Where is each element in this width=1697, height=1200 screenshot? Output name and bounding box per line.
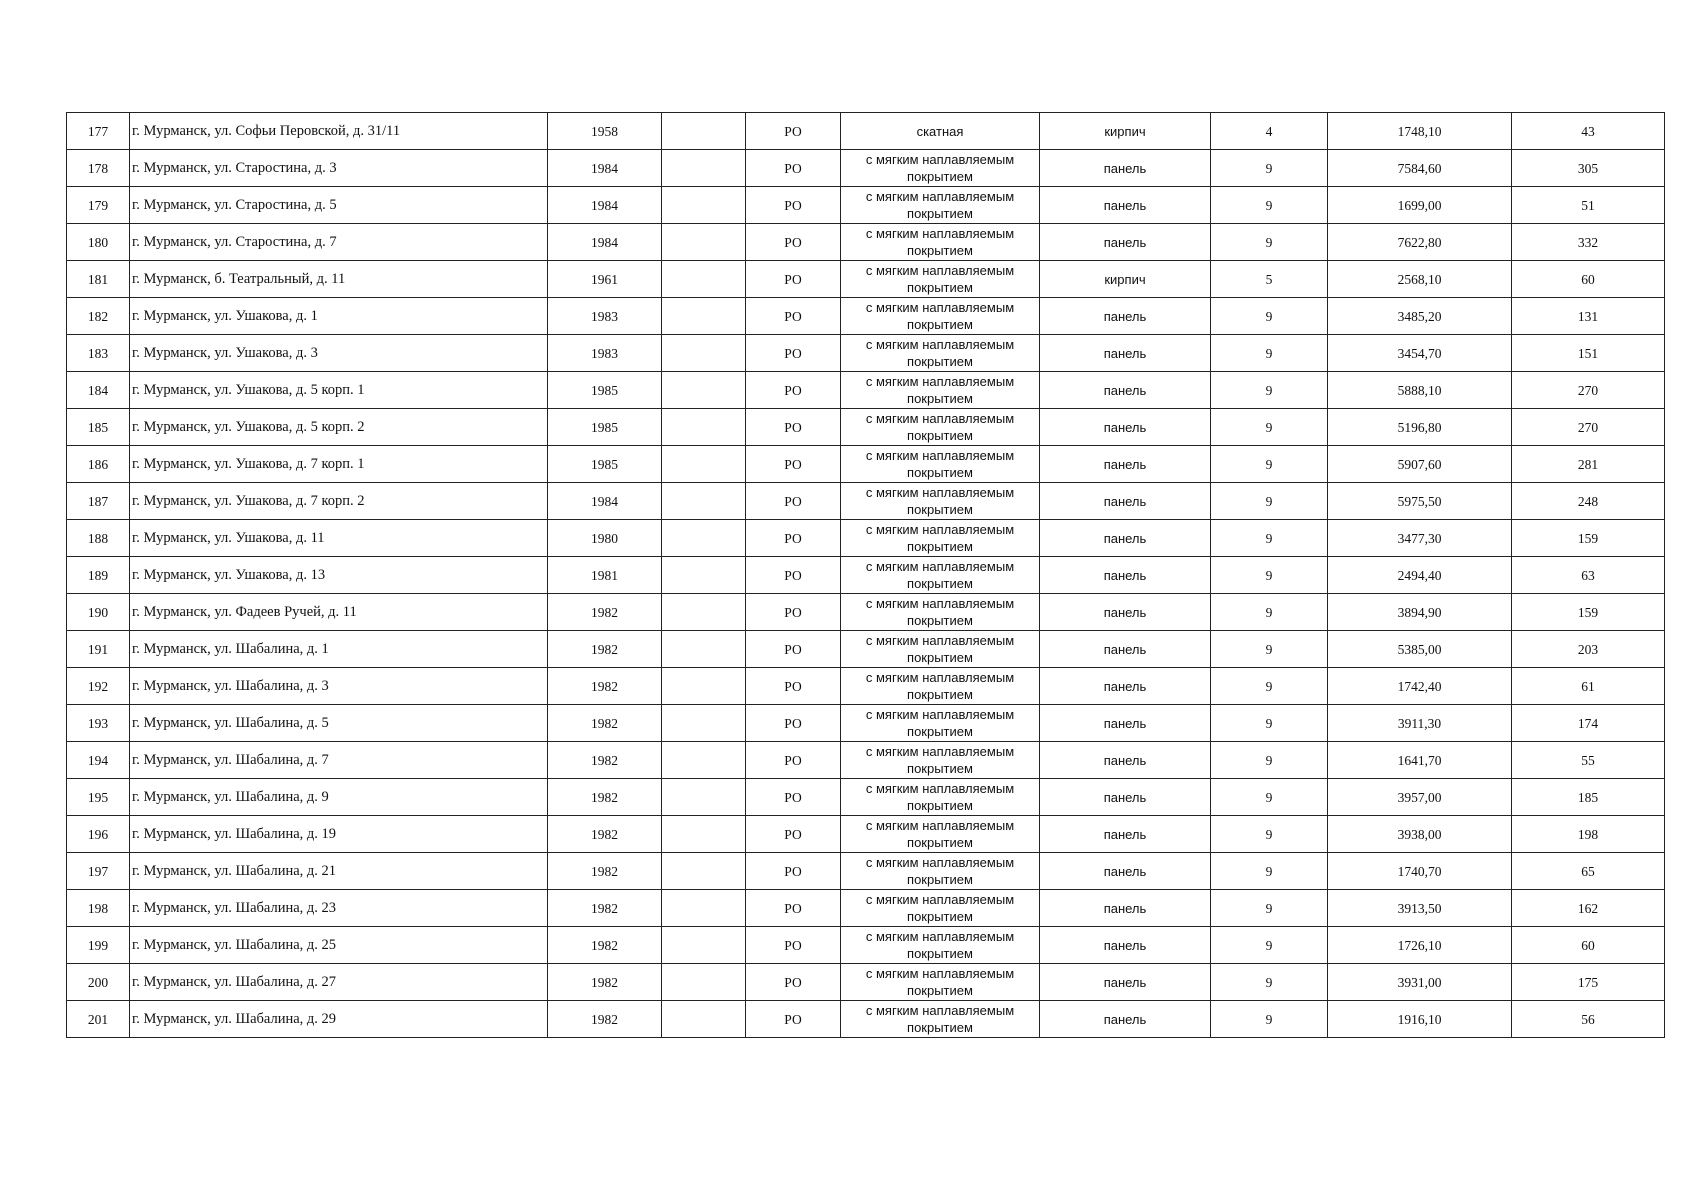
table-row bbox=[67, 113, 1665, 150]
fund-type-cell: РО bbox=[746, 298, 841, 335]
area-cell: 5907,60 bbox=[1328, 446, 1512, 483]
year-built-cell: 1982 bbox=[548, 631, 662, 668]
fund-type-cell: РО bbox=[746, 150, 841, 187]
residents-cell: 185 bbox=[1512, 779, 1665, 816]
residents-cell: 60 bbox=[1512, 261, 1665, 298]
address-cell: г. Мурманск, ул. Ушакова, д. 11 bbox=[130, 520, 548, 557]
fund-type-cell: РО bbox=[746, 557, 841, 594]
area-cell: 1699,00 bbox=[1328, 187, 1512, 224]
empty-cell bbox=[662, 742, 746, 779]
residents-cell: 151 bbox=[1512, 335, 1665, 372]
area-cell: 1740,70 bbox=[1328, 853, 1512, 890]
area-cell: 3913,50 bbox=[1328, 890, 1512, 927]
area-cell: 5196,80 bbox=[1328, 409, 1512, 446]
row-number-cell: 189 bbox=[67, 557, 130, 594]
table-row bbox=[67, 742, 1665, 779]
table-row bbox=[67, 668, 1665, 705]
fund-type-cell: РО bbox=[746, 483, 841, 520]
roof-type-cell: с мягким наплавляемым покрытием bbox=[841, 187, 1040, 224]
residents-cell: 332 bbox=[1512, 224, 1665, 261]
fund-type-cell: РО bbox=[746, 742, 841, 779]
wall-material-cell: панель bbox=[1040, 372, 1211, 409]
year-built-cell: 1982 bbox=[548, 594, 662, 631]
residents-cell: 131 bbox=[1512, 298, 1665, 335]
wall-material-cell: панель bbox=[1040, 557, 1211, 594]
table-row bbox=[67, 779, 1665, 816]
residents-cell: 159 bbox=[1512, 520, 1665, 557]
address-cell: г. Мурманск, ул. Ушакова, д. 13 bbox=[130, 557, 548, 594]
row-number-cell: 183 bbox=[67, 335, 130, 372]
empty-cell bbox=[662, 409, 746, 446]
address-cell: г. Мурманск, ул. Фадеев Ручей, д. 11 bbox=[130, 594, 548, 631]
residents-cell: 162 bbox=[1512, 890, 1665, 927]
roof-type-cell: с мягким наплавляемым покрытием bbox=[841, 964, 1040, 1001]
residents-cell: 159 bbox=[1512, 594, 1665, 631]
residents-cell: 198 bbox=[1512, 816, 1665, 853]
table-body bbox=[67, 113, 1665, 1038]
wall-material-cell: панель bbox=[1040, 335, 1211, 372]
floors-cell: 9 bbox=[1211, 668, 1328, 705]
fund-type-cell: РО bbox=[746, 446, 841, 483]
area-cell: 1916,10 bbox=[1328, 1001, 1512, 1038]
empty-cell bbox=[662, 113, 746, 150]
row-number-cell: 181 bbox=[67, 261, 130, 298]
wall-material-cell: панель bbox=[1040, 298, 1211, 335]
roof-type-cell: с мягким наплавляемым покрытием bbox=[841, 705, 1040, 742]
empty-cell bbox=[662, 446, 746, 483]
address-cell: г. Мурманск, ул. Шабалина, д. 27 bbox=[130, 964, 548, 1001]
table-row bbox=[67, 705, 1665, 742]
year-built-cell: 1980 bbox=[548, 520, 662, 557]
year-built-cell: 1984 bbox=[548, 187, 662, 224]
table-row bbox=[67, 853, 1665, 890]
wall-material-cell: кирпич bbox=[1040, 113, 1211, 150]
address-cell: г. Мурманск, ул. Старостина, д. 5 bbox=[130, 187, 548, 224]
row-number-cell: 193 bbox=[67, 705, 130, 742]
row-number-cell: 192 bbox=[67, 668, 130, 705]
roof-type-cell: с мягким наплавляемым покрытием bbox=[841, 927, 1040, 964]
wall-material-cell: панель bbox=[1040, 927, 1211, 964]
year-built-cell: 1984 bbox=[548, 150, 662, 187]
table-row bbox=[67, 150, 1665, 187]
residents-cell: 248 bbox=[1512, 483, 1665, 520]
wall-material-cell: панель bbox=[1040, 668, 1211, 705]
area-cell: 2568,10 bbox=[1328, 261, 1512, 298]
year-built-cell: 1982 bbox=[548, 742, 662, 779]
table-row bbox=[67, 483, 1665, 520]
row-number-cell: 184 bbox=[67, 372, 130, 409]
area-cell: 3894,90 bbox=[1328, 594, 1512, 631]
residents-cell: 175 bbox=[1512, 964, 1665, 1001]
address-cell: г. Мурманск, ул. Шабалина, д. 19 bbox=[130, 816, 548, 853]
fund-type-cell: РО bbox=[746, 705, 841, 742]
row-number-cell: 185 bbox=[67, 409, 130, 446]
area-cell: 3454,70 bbox=[1328, 335, 1512, 372]
empty-cell bbox=[662, 520, 746, 557]
roof-type-cell: с мягким наплавляемым покрытием bbox=[841, 816, 1040, 853]
roof-type-cell: с мягким наплавляемым покрытием bbox=[841, 446, 1040, 483]
address-cell: г. Мурманск, ул. Ушакова, д. 5 корп. 1 bbox=[130, 372, 548, 409]
empty-cell bbox=[662, 779, 746, 816]
row-number-cell: 188 bbox=[67, 520, 130, 557]
roof-type-cell: с мягким наплавляемым покрытием bbox=[841, 335, 1040, 372]
floors-cell: 9 bbox=[1211, 150, 1328, 187]
area-cell: 5975,50 bbox=[1328, 483, 1512, 520]
address-cell: г. Мурманск, б. Театральный, д. 11 bbox=[130, 261, 548, 298]
row-number-cell: 200 bbox=[67, 964, 130, 1001]
empty-cell bbox=[662, 335, 746, 372]
wall-material-cell: панель bbox=[1040, 631, 1211, 668]
address-cell: г. Мурманск, ул. Софьи Перовской, д. 31/11 bbox=[130, 113, 548, 150]
fund-type-cell: РО bbox=[746, 594, 841, 631]
area-cell: 3931,00 bbox=[1328, 964, 1512, 1001]
roof-type-cell: с мягким наплавляемым покрытием bbox=[841, 483, 1040, 520]
address-cell: г. Мурманск, ул. Шабалина, д. 1 bbox=[130, 631, 548, 668]
row-number-cell: 177 bbox=[67, 113, 130, 150]
row-number-cell: 179 bbox=[67, 187, 130, 224]
year-built-cell: 1961 bbox=[548, 261, 662, 298]
empty-cell bbox=[662, 964, 746, 1001]
empty-cell bbox=[662, 631, 746, 668]
floors-cell: 9 bbox=[1211, 1001, 1328, 1038]
year-built-cell: 1983 bbox=[548, 298, 662, 335]
fund-type-cell: РО bbox=[746, 1001, 841, 1038]
roof-type-cell: с мягким наплавляемым покрытием bbox=[841, 742, 1040, 779]
roof-type-cell: с мягким наплавляемым покрытием bbox=[841, 631, 1040, 668]
area-cell: 5888,10 bbox=[1328, 372, 1512, 409]
area-cell: 3485,20 bbox=[1328, 298, 1512, 335]
row-number-cell: 201 bbox=[67, 1001, 130, 1038]
year-built-cell: 1982 bbox=[548, 705, 662, 742]
address-cell: г. Мурманск, ул. Шабалина, д. 21 bbox=[130, 853, 548, 890]
fund-type-cell: РО bbox=[746, 779, 841, 816]
fund-type-cell: РО bbox=[746, 890, 841, 927]
year-built-cell: 1982 bbox=[548, 964, 662, 1001]
wall-material-cell: панель bbox=[1040, 964, 1211, 1001]
address-cell: г. Мурманск, ул. Шабалина, д. 5 bbox=[130, 705, 548, 742]
empty-cell bbox=[662, 150, 746, 187]
floors-cell: 9 bbox=[1211, 964, 1328, 1001]
roof-type-cell: с мягким наплавляемым покрытием bbox=[841, 261, 1040, 298]
empty-cell bbox=[662, 1001, 746, 1038]
table-row bbox=[67, 372, 1665, 409]
roof-type-cell: с мягким наплавляемым покрытием bbox=[841, 150, 1040, 187]
area-cell: 1641,70 bbox=[1328, 742, 1512, 779]
fund-type-cell: РО bbox=[746, 853, 841, 890]
residents-cell: 65 bbox=[1512, 853, 1665, 890]
table-row bbox=[67, 261, 1665, 298]
table-row bbox=[67, 446, 1665, 483]
wall-material-cell: панель bbox=[1040, 187, 1211, 224]
wall-material-cell: кирпич bbox=[1040, 261, 1211, 298]
empty-cell bbox=[662, 594, 746, 631]
table-row bbox=[67, 816, 1665, 853]
row-number-cell: 186 bbox=[67, 446, 130, 483]
table-row bbox=[67, 224, 1665, 261]
row-number-cell: 198 bbox=[67, 890, 130, 927]
roof-type-cell: с мягким наплавляемым покрытием bbox=[841, 668, 1040, 705]
roof-type-cell: с мягким наплавляемым покрытием bbox=[841, 557, 1040, 594]
wall-material-cell: панель bbox=[1040, 150, 1211, 187]
address-cell: г. Мурманск, ул. Ушакова, д. 7 корп. 1 bbox=[130, 446, 548, 483]
roof-type-cell: с мягким наплавляемым покрытием bbox=[841, 779, 1040, 816]
fund-type-cell: РО bbox=[746, 335, 841, 372]
fund-type-cell: РО bbox=[746, 816, 841, 853]
empty-cell bbox=[662, 668, 746, 705]
table-row bbox=[67, 1001, 1665, 1038]
area-cell: 7584,60 bbox=[1328, 150, 1512, 187]
row-number-cell: 191 bbox=[67, 631, 130, 668]
wall-material-cell: панель bbox=[1040, 853, 1211, 890]
roof-type-cell: скатная bbox=[841, 113, 1040, 150]
floors-cell: 9 bbox=[1211, 890, 1328, 927]
wall-material-cell: панель bbox=[1040, 594, 1211, 631]
residents-cell: 305 bbox=[1512, 150, 1665, 187]
roof-type-cell: с мягким наплавляемым покрытием bbox=[841, 853, 1040, 890]
fund-type-cell: РО bbox=[746, 520, 841, 557]
year-built-cell: 1984 bbox=[548, 224, 662, 261]
empty-cell bbox=[662, 298, 746, 335]
residents-cell: 43 bbox=[1512, 113, 1665, 150]
address-cell: г. Мурманск, ул. Шабалина, д. 23 bbox=[130, 890, 548, 927]
row-number-cell: 178 bbox=[67, 150, 130, 187]
area-cell: 3938,00 bbox=[1328, 816, 1512, 853]
year-built-cell: 1984 bbox=[548, 483, 662, 520]
area-cell: 3477,30 bbox=[1328, 520, 1512, 557]
row-number-cell: 182 bbox=[67, 298, 130, 335]
address-cell: г. Мурманск, ул. Шабалина, д. 3 bbox=[130, 668, 548, 705]
residents-cell: 203 bbox=[1512, 631, 1665, 668]
table-row bbox=[67, 631, 1665, 668]
residents-cell: 63 bbox=[1512, 557, 1665, 594]
floors-cell: 9 bbox=[1211, 631, 1328, 668]
year-built-cell: 1982 bbox=[548, 816, 662, 853]
area-cell: 2494,40 bbox=[1328, 557, 1512, 594]
floors-cell: 9 bbox=[1211, 557, 1328, 594]
year-built-cell: 1983 bbox=[548, 335, 662, 372]
table-row bbox=[67, 187, 1665, 224]
empty-cell bbox=[662, 816, 746, 853]
floors-cell: 9 bbox=[1211, 520, 1328, 557]
row-number-cell: 180 bbox=[67, 224, 130, 261]
year-built-cell: 1982 bbox=[548, 779, 662, 816]
year-built-cell: 1982 bbox=[548, 1001, 662, 1038]
floors-cell: 9 bbox=[1211, 372, 1328, 409]
row-number-cell: 194 bbox=[67, 742, 130, 779]
floors-cell: 9 bbox=[1211, 779, 1328, 816]
year-built-cell: 1982 bbox=[548, 927, 662, 964]
area-cell: 3957,00 bbox=[1328, 779, 1512, 816]
roof-type-cell: с мягким наплавляемым покрытием bbox=[841, 409, 1040, 446]
empty-cell bbox=[662, 557, 746, 594]
fund-type-cell: РО bbox=[746, 964, 841, 1001]
residents-cell: 56 bbox=[1512, 1001, 1665, 1038]
fund-type-cell: РО bbox=[746, 261, 841, 298]
area-cell: 1748,10 bbox=[1328, 113, 1512, 150]
housing-registry-table bbox=[66, 112, 1665, 1038]
floors-cell: 9 bbox=[1211, 187, 1328, 224]
floors-cell: 9 bbox=[1211, 816, 1328, 853]
floors-cell: 5 bbox=[1211, 261, 1328, 298]
empty-cell bbox=[662, 187, 746, 224]
roof-type-cell: с мягким наплавляемым покрытием bbox=[841, 224, 1040, 261]
area-cell: 7622,80 bbox=[1328, 224, 1512, 261]
area-cell: 3911,30 bbox=[1328, 705, 1512, 742]
year-built-cell: 1981 bbox=[548, 557, 662, 594]
floors-cell: 9 bbox=[1211, 927, 1328, 964]
empty-cell bbox=[662, 224, 746, 261]
row-number-cell: 187 bbox=[67, 483, 130, 520]
year-built-cell: 1982 bbox=[548, 890, 662, 927]
area-cell: 1742,40 bbox=[1328, 668, 1512, 705]
area-cell: 1726,10 bbox=[1328, 927, 1512, 964]
fund-type-cell: РО bbox=[746, 372, 841, 409]
roof-type-cell: с мягким наплавляемым покрытием bbox=[841, 520, 1040, 557]
residents-cell: 55 bbox=[1512, 742, 1665, 779]
address-cell: г. Мурманск, ул. Старостина, д. 7 bbox=[130, 224, 548, 261]
floors-cell: 9 bbox=[1211, 705, 1328, 742]
year-built-cell: 1982 bbox=[548, 853, 662, 890]
year-built-cell: 1985 bbox=[548, 409, 662, 446]
address-cell: г. Мурманск, ул. Шабалина, д. 29 bbox=[130, 1001, 548, 1038]
table-row bbox=[67, 557, 1665, 594]
wall-material-cell: панель bbox=[1040, 779, 1211, 816]
year-built-cell: 1958 bbox=[548, 113, 662, 150]
table-row bbox=[67, 594, 1665, 631]
year-built-cell: 1985 bbox=[548, 372, 662, 409]
empty-cell bbox=[662, 853, 746, 890]
address-cell: г. Мурманск, ул. Ушакова, д. 7 корп. 2 bbox=[130, 483, 548, 520]
residents-cell: 281 bbox=[1512, 446, 1665, 483]
address-cell: г. Мурманск, ул. Шабалина, д. 25 bbox=[130, 927, 548, 964]
floors-cell: 9 bbox=[1211, 409, 1328, 446]
empty-cell bbox=[662, 261, 746, 298]
floors-cell: 9 bbox=[1211, 446, 1328, 483]
fund-type-cell: РО bbox=[746, 927, 841, 964]
fund-type-cell: РО bbox=[746, 631, 841, 668]
row-number-cell: 196 bbox=[67, 816, 130, 853]
empty-cell bbox=[662, 372, 746, 409]
wall-material-cell: панель bbox=[1040, 890, 1211, 927]
residents-cell: 174 bbox=[1512, 705, 1665, 742]
year-built-cell: 1982 bbox=[548, 668, 662, 705]
table-row bbox=[67, 927, 1665, 964]
residents-cell: 60 bbox=[1512, 927, 1665, 964]
table-row bbox=[67, 409, 1665, 446]
empty-cell bbox=[662, 705, 746, 742]
empty-cell bbox=[662, 927, 746, 964]
fund-type-cell: РО bbox=[746, 113, 841, 150]
wall-material-cell: панель bbox=[1040, 446, 1211, 483]
wall-material-cell: панель bbox=[1040, 409, 1211, 446]
wall-material-cell: панель bbox=[1040, 816, 1211, 853]
floors-cell: 9 bbox=[1211, 594, 1328, 631]
wall-material-cell: панель bbox=[1040, 483, 1211, 520]
table-row bbox=[67, 335, 1665, 372]
table-row bbox=[67, 520, 1665, 557]
roof-type-cell: с мягким наплавляемым покрытием bbox=[841, 890, 1040, 927]
address-cell: г. Мурманск, ул. Ушакова, д. 5 корп. 2 bbox=[130, 409, 548, 446]
empty-cell bbox=[662, 890, 746, 927]
table-row bbox=[67, 298, 1665, 335]
table-row bbox=[67, 890, 1665, 927]
year-built-cell: 1985 bbox=[548, 446, 662, 483]
residents-cell: 270 bbox=[1512, 409, 1665, 446]
floors-cell: 9 bbox=[1211, 483, 1328, 520]
address-cell: г. Мурманск, ул. Старостина, д. 3 bbox=[130, 150, 548, 187]
fund-type-cell: РО bbox=[746, 187, 841, 224]
floors-cell: 4 bbox=[1211, 113, 1328, 150]
floors-cell: 9 bbox=[1211, 742, 1328, 779]
roof-type-cell: с мягким наплавляемым покрытием bbox=[841, 372, 1040, 409]
residents-cell: 270 bbox=[1512, 372, 1665, 409]
residents-cell: 61 bbox=[1512, 668, 1665, 705]
roof-type-cell: с мягким наплавляемым покрытием bbox=[841, 1001, 1040, 1038]
row-number-cell: 199 bbox=[67, 927, 130, 964]
floors-cell: 9 bbox=[1211, 298, 1328, 335]
address-cell: г. Мурманск, ул. Ушакова, д. 1 bbox=[130, 298, 548, 335]
table-row bbox=[67, 964, 1665, 1001]
wall-material-cell: панель bbox=[1040, 705, 1211, 742]
address-cell: г. Мурманск, ул. Шабалина, д. 9 bbox=[130, 779, 548, 816]
floors-cell: 9 bbox=[1211, 224, 1328, 261]
floors-cell: 9 bbox=[1211, 853, 1328, 890]
fund-type-cell: РО bbox=[746, 409, 841, 446]
wall-material-cell: панель bbox=[1040, 520, 1211, 557]
wall-material-cell: панель bbox=[1040, 742, 1211, 779]
residents-cell: 51 bbox=[1512, 187, 1665, 224]
row-number-cell: 195 bbox=[67, 779, 130, 816]
fund-type-cell: РО bbox=[746, 668, 841, 705]
floors-cell: 9 bbox=[1211, 335, 1328, 372]
row-number-cell: 190 bbox=[67, 594, 130, 631]
fund-type-cell: РО bbox=[746, 224, 841, 261]
roof-type-cell: с мягким наплавляемым покрытием bbox=[841, 594, 1040, 631]
wall-material-cell: панель bbox=[1040, 224, 1211, 261]
roof-type-cell: с мягким наплавляемым покрытием bbox=[841, 298, 1040, 335]
row-number-cell: 197 bbox=[67, 853, 130, 890]
area-cell: 5385,00 bbox=[1328, 631, 1512, 668]
address-cell: г. Мурманск, ул. Ушакова, д. 3 bbox=[130, 335, 548, 372]
address-cell: г. Мурманск, ул. Шабалина, д. 7 bbox=[130, 742, 548, 779]
wall-material-cell: панель bbox=[1040, 1001, 1211, 1038]
empty-cell bbox=[662, 483, 746, 520]
